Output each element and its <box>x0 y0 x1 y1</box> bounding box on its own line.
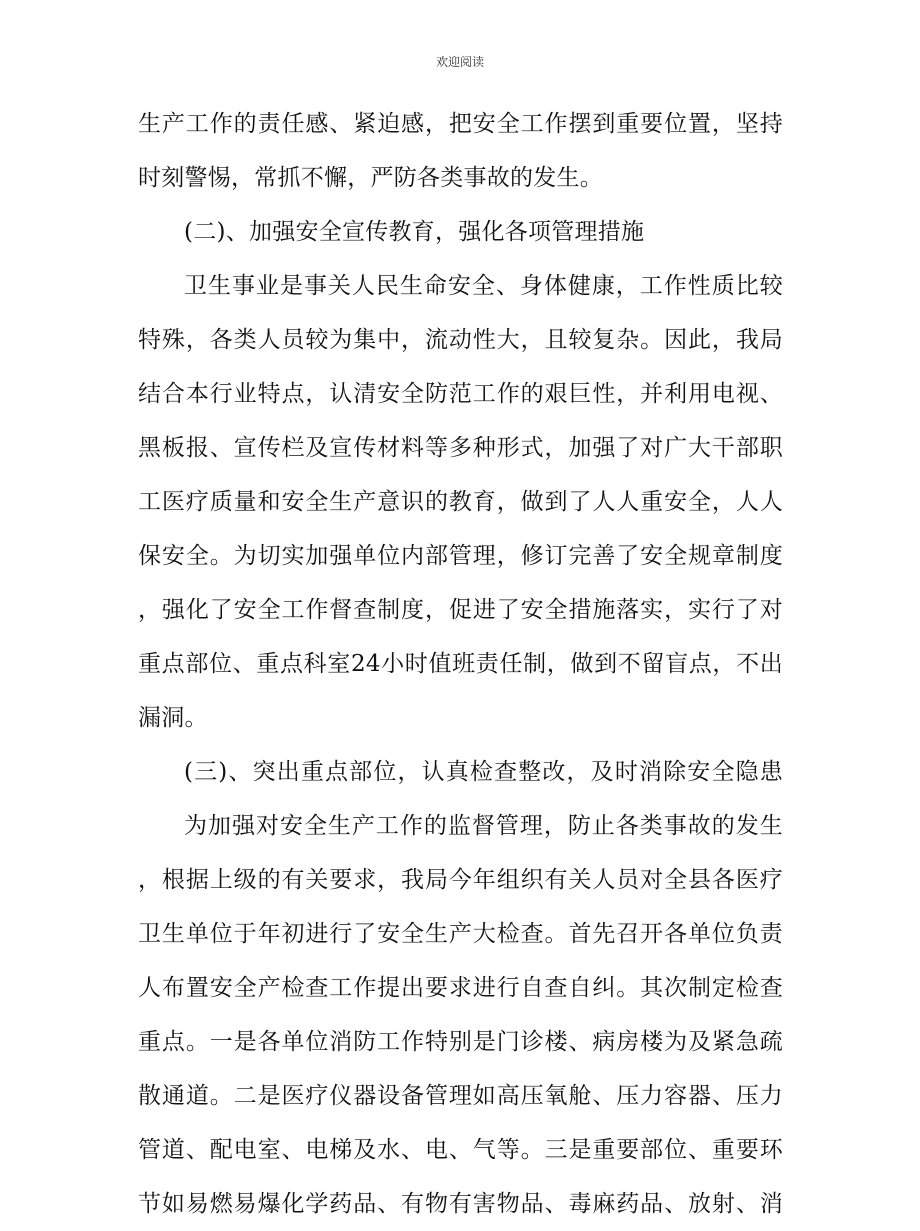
text-line: ，根据上级的有关要求，我局今年组织有关人员对全县各医疗 <box>138 867 783 893</box>
text-line: 重点。一是各单位消防工作特别是门诊楼、病房楼为及紧急疏 <box>138 1029 783 1055</box>
text-line: 生产工作的责任感、紧迫感，把安全工作摆到重要位置，坚持 <box>138 111 783 137</box>
text-line: ，强化了安全工作督查制度，促进了安全措施落实，实行了对 <box>138 597 783 623</box>
text-line: 人布置安全产检查工作提出要求进行自查自纠。其次制定检查 <box>138 975 783 1001</box>
text-line: 工医疗质量和安全生产意识的教育，做到了人人重安全，人人 <box>138 489 783 515</box>
text-line: 散通道。二是医疗仪器设备管理如高压氧舱、压力容器、压力 <box>138 1083 783 1109</box>
text-line: 结合本行业特点，认清安全防范工作的艰巨性，并利用电视、 <box>138 381 783 407</box>
text-line: 特殊，各类人员较为集中，流动性大，且较复杂。因此，我局 <box>138 327 783 353</box>
text-line: 保安全。为切实加强单位内部管理，修订完善了安全规章制度 <box>138 543 783 569</box>
section-heading: (三)、突出重点部位，认真检查整改，及时消除安全隐患 <box>184 759 783 785</box>
text-line: 漏洞。 <box>138 705 208 731</box>
text-line: 黑板报、宣传栏及宣传材料等多种形式，加强了对广大干部职 <box>138 435 783 461</box>
text-line: 时刻警惕，常抓不懈，严防各类事故的发生。 <box>138 165 603 191</box>
text-line: 管道、配电室、电梯及水、电、气等。三是重要部位、重要环 <box>138 1137 783 1163</box>
section-heading: (二)、加强安全宣传教育，强化各项管理措施 <box>184 219 645 245</box>
text-line: 卫生单位于年初进行了安全生产大检查。首先召开各单位负责 <box>138 921 783 947</box>
text-line: 节如易燃易爆化学药品、有物有害物品、毒麻药品、放射、消 <box>138 1191 783 1217</box>
page-header: 欢迎阅读 <box>435 55 484 69</box>
text-line: 重点部位、重点科室24小时值班责任制，做到不留盲点，不出 <box>138 651 783 677</box>
text-line: 为加强对安全生产工作的监督管理，防止各类事故的发生 <box>184 813 783 839</box>
document-body <box>138 97 783 1231</box>
text-line: 卫生事业是事关人民生命安全、身体健康，工作性质比较 <box>184 273 783 299</box>
